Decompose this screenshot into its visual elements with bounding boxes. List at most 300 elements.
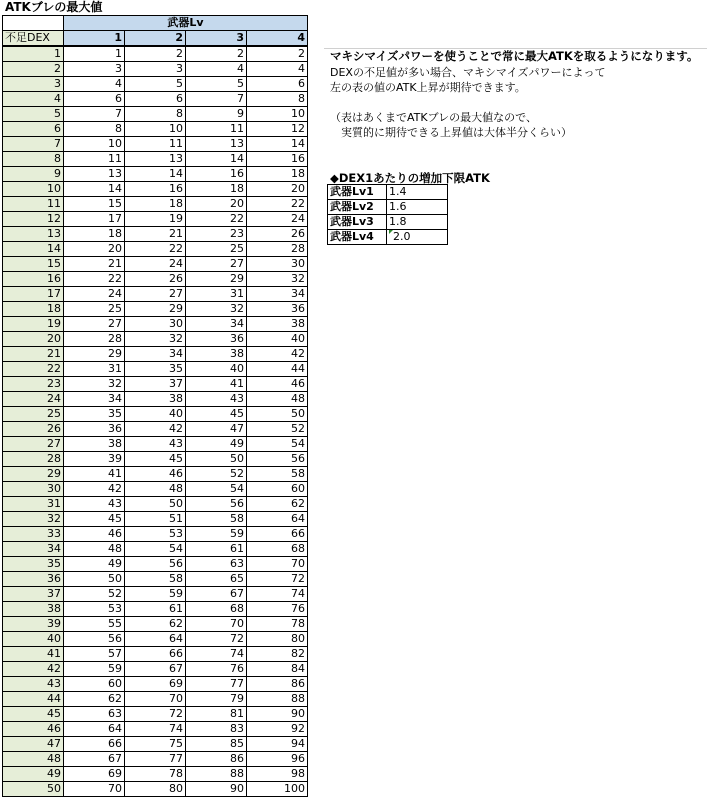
- atk-value-cell[interactable]: 32: [64, 377, 125, 392]
- atk-value-cell[interactable]: 20: [64, 242, 125, 257]
- atk-value-cell[interactable]: 74: [186, 647, 247, 662]
- atk-value-cell[interactable]: 50: [64, 572, 125, 587]
- atk-value-cell[interactable]: 48: [64, 542, 125, 557]
- atk-value-cell[interactable]: 36: [247, 302, 308, 317]
- atk-value-cell[interactable]: 13: [125, 152, 186, 167]
- dex-shortfall-cell[interactable]: 8: [3, 152, 64, 167]
- atk-value-cell[interactable]: 14: [64, 182, 125, 197]
- atk-value-cell[interactable]: 34: [64, 392, 125, 407]
- dex-shortfall-cell[interactable]: 42: [3, 662, 64, 677]
- table-row: [3, 242, 308, 257]
- dex-shortfall-cell[interactable]: 47: [3, 737, 64, 752]
- atk-value-cell[interactable]: 2: [247, 46, 308, 62]
- atk-value-cell[interactable]: 50: [186, 452, 247, 467]
- atk-value-cell[interactable]: 18: [64, 227, 125, 242]
- atk-value-cell[interactable]: 35: [64, 407, 125, 422]
- increase-label[interactable]: 武器Lv2: [328, 200, 387, 215]
- atk-value-cell[interactable]: 11: [64, 152, 125, 167]
- dex-shortfall-cell[interactable]: 2: [3, 62, 64, 77]
- table-row: [3, 752, 308, 767]
- atk-value-cell[interactable]: 42: [64, 482, 125, 497]
- dex-shortfall-cell[interactable]: 14: [3, 242, 64, 257]
- atk-value-cell[interactable]: 43: [64, 497, 125, 512]
- dex-shortfall-cell[interactable]: 48: [3, 752, 64, 767]
- atk-value-cell[interactable]: 31: [186, 287, 247, 302]
- atk-value-cell[interactable]: 4: [64, 77, 125, 92]
- atk-value-cell[interactable]: 57: [64, 647, 125, 662]
- atk-value-cell[interactable]: 72: [125, 707, 186, 722]
- atk-value-cell[interactable]: 78: [247, 617, 308, 632]
- atk-value-cell[interactable]: 82: [247, 647, 308, 662]
- atk-value-cell[interactable]: 70: [125, 692, 186, 707]
- dex-shortfall-cell[interactable]: 45: [3, 707, 64, 722]
- atk-value-cell[interactable]: 42: [247, 347, 308, 362]
- table-row: [3, 302, 308, 317]
- atk-value-cell[interactable]: 24: [247, 212, 308, 227]
- atk-value-cell[interactable]: 32: [247, 272, 308, 287]
- atk-value-cell[interactable]: 68: [186, 602, 247, 617]
- dex-shortfall-cell[interactable]: 38: [3, 602, 64, 617]
- atk-value-cell[interactable]: 45: [64, 512, 125, 527]
- atk-value-cell[interactable]: 51: [125, 512, 186, 527]
- atk-value-cell[interactable]: 94: [247, 737, 308, 752]
- atk-value-cell[interactable]: 40: [125, 407, 186, 422]
- atk-value-cell[interactable]: 46: [247, 377, 308, 392]
- atk-value-cell[interactable]: 16: [125, 182, 186, 197]
- atk-value-cell[interactable]: 14: [186, 152, 247, 167]
- atk-value-cell[interactable]: 38: [247, 317, 308, 332]
- atk-value-cell[interactable]: 72: [186, 632, 247, 647]
- atk-value-cell[interactable]: 56: [64, 632, 125, 647]
- dex-shortfall-cell[interactable]: 23: [3, 377, 64, 392]
- atk-value-cell[interactable]: 15: [64, 197, 125, 212]
- dex-shortfall-cell[interactable]: 34: [3, 542, 64, 557]
- atk-value-cell[interactable]: 43: [125, 437, 186, 452]
- table-row: [3, 632, 308, 647]
- increase-label[interactable]: 武器Lv4: [328, 230, 387, 245]
- dex-shortfall-cell[interactable]: 43: [3, 677, 64, 692]
- atk-value-cell[interactable]: 22: [125, 242, 186, 257]
- atk-value-cell[interactable]: 40: [247, 332, 308, 347]
- atk-value-cell[interactable]: 20: [186, 197, 247, 212]
- dex-shortfall-cell[interactable]: 3: [3, 77, 64, 92]
- dex-shortfall-cell[interactable]: 30: [3, 482, 64, 497]
- dex-shortfall-cell[interactable]: 16: [3, 272, 64, 287]
- level-header-3[interactable]: 3: [186, 31, 247, 47]
- atk-value-cell[interactable]: 62: [247, 497, 308, 512]
- dex-shortfall-cell[interactable]: 35: [3, 557, 64, 572]
- atk-value-cell[interactable]: 30: [125, 317, 186, 332]
- atk-value-cell[interactable]: 25: [186, 242, 247, 257]
- dex-shortfall-cell[interactable]: 46: [3, 722, 64, 737]
- atk-value-cell[interactable]: 19: [125, 212, 186, 227]
- level-header-4[interactable]: 4: [247, 31, 308, 47]
- atk-value-cell[interactable]: 59: [125, 587, 186, 602]
- atk-value-cell[interactable]: 52: [64, 587, 125, 602]
- atk-value-cell[interactable]: 13: [186, 137, 247, 152]
- atk-value-cell[interactable]: 88: [247, 692, 308, 707]
- atk-value-cell[interactable]: 100: [247, 782, 308, 797]
- increase-label[interactable]: 武器Lv1: [328, 185, 387, 200]
- atk-value-cell[interactable]: 22: [247, 197, 308, 212]
- atk-value-cell[interactable]: 12: [247, 122, 308, 137]
- table-row: [3, 317, 308, 332]
- increase-value[interactable]: 1.4: [387, 185, 448, 200]
- atk-value-cell[interactable]: 4: [247, 62, 308, 77]
- level-header-1[interactable]: 1: [64, 31, 125, 47]
- table-row: [3, 62, 308, 77]
- dex-shortfall-cell[interactable]: 39: [3, 617, 64, 632]
- atk-value-cell[interactable]: 58: [125, 572, 186, 587]
- increase-row: [328, 215, 448, 230]
- atk-value-cell[interactable]: 49: [64, 557, 125, 572]
- atk-value-cell[interactable]: 8: [247, 92, 308, 107]
- atk-value-cell[interactable]: 61: [125, 602, 186, 617]
- atk-value-cell[interactable]: 43: [186, 392, 247, 407]
- atk-value-cell[interactable]: 64: [125, 632, 186, 647]
- atk-value-cell[interactable]: 5: [125, 77, 186, 92]
- dex-shortfall-cell[interactable]: 20: [3, 332, 64, 347]
- atk-value-cell[interactable]: 59: [64, 662, 125, 677]
- atk-value-cell[interactable]: 79: [186, 692, 247, 707]
- level-header-2[interactable]: 2: [125, 31, 186, 47]
- atk-value-cell[interactable]: 58: [247, 467, 308, 482]
- atk-value-cell[interactable]: 46: [125, 467, 186, 482]
- table-row: [3, 212, 308, 227]
- dex-shortfall-cell[interactable]: 32: [3, 512, 64, 527]
- table-row: [3, 197, 308, 212]
- atk-value-cell[interactable]: 78: [125, 767, 186, 782]
- atk-value-cell[interactable]: 8: [125, 107, 186, 122]
- dex-shortfall-cell[interactable]: 31: [3, 497, 64, 512]
- atk-value-cell[interactable]: 80: [125, 782, 186, 797]
- table-row: [3, 347, 308, 362]
- atk-value-cell[interactable]: 53: [125, 527, 186, 542]
- atk-value-cell[interactable]: 18: [186, 182, 247, 197]
- atk-value-cell[interactable]: 38: [125, 392, 186, 407]
- atk-value-cell[interactable]: 65: [186, 572, 247, 587]
- atk-value-cell[interactable]: 77: [186, 677, 247, 692]
- table-row: [3, 497, 308, 512]
- atk-value-cell[interactable]: 54: [247, 437, 308, 452]
- atk-value-cell[interactable]: 14: [247, 137, 308, 152]
- increase-title: ◆DEX1あたりの増加下限ATK: [330, 171, 490, 185]
- atk-value-cell[interactable]: 42: [125, 422, 186, 437]
- atk-value-cell[interactable]: 48: [247, 392, 308, 407]
- atk-value-cell[interactable]: 41: [186, 377, 247, 392]
- atk-value-cell[interactable]: 29: [186, 272, 247, 287]
- atk-value-cell[interactable]: 4: [186, 62, 247, 77]
- atk-value-cell[interactable]: 34: [125, 347, 186, 362]
- atk-value-cell[interactable]: 81: [186, 707, 247, 722]
- dex-shortfall-cell[interactable]: 7: [3, 137, 64, 152]
- atk-value-cell[interactable]: 86: [247, 677, 308, 692]
- atk-value-cell[interactable]: 11: [125, 137, 186, 152]
- atk-value-cell[interactable]: 58: [186, 512, 247, 527]
- atk-value-cell[interactable]: 3: [125, 62, 186, 77]
- atk-value-cell[interactable]: 76: [247, 602, 308, 617]
- atk-value-cell[interactable]: 32: [186, 302, 247, 317]
- atk-value-cell[interactable]: 26: [125, 272, 186, 287]
- table-row: [3, 587, 308, 602]
- dex-shortfall-cell[interactable]: 28: [3, 452, 64, 467]
- atk-value-cell[interactable]: 60: [247, 482, 308, 497]
- atk-value-cell[interactable]: 24: [125, 257, 186, 272]
- atk-value-cell[interactable]: 56: [247, 452, 308, 467]
- atk-value-cell[interactable]: 9: [186, 107, 247, 122]
- atk-value-cell[interactable]: 66: [247, 527, 308, 542]
- table-row: [3, 407, 308, 422]
- dex-shortfall-cell[interactable]: 9: [3, 167, 64, 182]
- atk-value-cell[interactable]: 44: [247, 362, 308, 377]
- atk-value-cell[interactable]: 60: [64, 677, 125, 692]
- table-row: [3, 46, 308, 62]
- atk-value-cell[interactable]: 86: [186, 752, 247, 767]
- dex-shortfall-cell[interactable]: 22: [3, 362, 64, 377]
- atk-value-cell[interactable]: 90: [186, 782, 247, 797]
- atk-value-cell[interactable]: 62: [64, 692, 125, 707]
- atk-value-cell[interactable]: 28: [247, 242, 308, 257]
- atk-value-cell[interactable]: 3: [64, 62, 125, 77]
- atk-value-cell[interactable]: 2: [186, 46, 247, 62]
- table-row: [3, 572, 308, 587]
- atk-value-cell[interactable]: 59: [186, 527, 247, 542]
- dex-shortfall-cell[interactable]: 40: [3, 632, 64, 647]
- dex-shortfall-cell[interactable]: 36: [3, 572, 64, 587]
- table-row: [3, 692, 308, 707]
- weapon-lv-group-header[interactable]: 武器Lv: [64, 16, 308, 31]
- atk-value-cell[interactable]: 29: [64, 347, 125, 362]
- atk-value-cell[interactable]: 62: [125, 617, 186, 632]
- dex-shortfall-cell[interactable]: 13: [3, 227, 64, 242]
- dex-shortfall-header[interactable]: 不足DEX: [3, 31, 64, 47]
- atk-value-cell[interactable]: 76: [186, 662, 247, 677]
- atk-value-cell[interactable]: 38: [186, 347, 247, 362]
- table-row: [3, 722, 308, 737]
- atk-value-cell[interactable]: 10: [247, 107, 308, 122]
- atk-value-cell[interactable]: 63: [64, 707, 125, 722]
- atk-value-cell[interactable]: 69: [64, 767, 125, 782]
- atk-value-cell[interactable]: 92: [247, 722, 308, 737]
- table-row: [3, 647, 308, 662]
- atk-value-cell[interactable]: 6: [125, 92, 186, 107]
- atk-value-cell[interactable]: 22: [186, 212, 247, 227]
- atk-value-cell[interactable]: 39: [64, 452, 125, 467]
- atk-value-cell[interactable]: 50: [247, 407, 308, 422]
- atk-value-cell[interactable]: 16: [186, 167, 247, 182]
- atk-value-cell[interactable]: 70: [64, 782, 125, 797]
- dex-shortfall-cell[interactable]: 24: [3, 392, 64, 407]
- dex-shortfall-cell[interactable]: 6: [3, 122, 64, 137]
- atk-value-cell[interactable]: 48: [125, 482, 186, 497]
- atk-value-cell[interactable]: 27: [125, 287, 186, 302]
- table-row: [3, 392, 308, 407]
- increase-value[interactable]: 1.8: [387, 215, 448, 230]
- atk-value-cell[interactable]: 22: [64, 272, 125, 287]
- atk-value-cell[interactable]: 96: [247, 752, 308, 767]
- dex-shortfall-cell[interactable]: 27: [3, 437, 64, 452]
- atk-value-cell[interactable]: 66: [125, 647, 186, 662]
- atk-value-cell[interactable]: 45: [125, 452, 186, 467]
- dex-shortfall-cell[interactable]: 29: [3, 467, 64, 482]
- atk-value-cell[interactable]: 52: [247, 422, 308, 437]
- atk-value-cell[interactable]: 36: [64, 422, 125, 437]
- atk-value-cell[interactable]: 50: [125, 497, 186, 512]
- atk-value-cell[interactable]: 34: [247, 287, 308, 302]
- atk-value-cell[interactable]: 27: [64, 317, 125, 332]
- dex-shortfall-cell[interactable]: 1: [3, 46, 64, 62]
- note-line-4: 実質的に期待できる上昇値は大体半分くらい）: [330, 126, 572, 139]
- atk-value-cell[interactable]: 53: [64, 602, 125, 617]
- atk-value-cell[interactable]: 64: [247, 512, 308, 527]
- atk-value-cell[interactable]: 52: [186, 467, 247, 482]
- atk-value-cell[interactable]: 28: [64, 332, 125, 347]
- dex-shortfall-cell[interactable]: 4: [3, 92, 64, 107]
- atk-value-cell[interactable]: 41: [64, 467, 125, 482]
- table-row: [3, 287, 308, 302]
- dex-shortfall-cell[interactable]: 15: [3, 257, 64, 272]
- atk-value-cell[interactable]: 69: [125, 677, 186, 692]
- dex-shortfall-cell[interactable]: 26: [3, 422, 64, 437]
- atk-value-cell[interactable]: 16: [247, 152, 308, 167]
- dex-shortfall-cell[interactable]: 49: [3, 767, 64, 782]
- atk-value-cell[interactable]: 7: [186, 92, 247, 107]
- atk-value-cell[interactable]: 66: [64, 737, 125, 752]
- atk-value-cell[interactable]: 34: [186, 317, 247, 332]
- increase-value[interactable]: [387, 230, 448, 245]
- atk-value-cell[interactable]: 2: [125, 46, 186, 62]
- table-row: [3, 377, 308, 392]
- atk-value-cell[interactable]: 37: [125, 377, 186, 392]
- dex-shortfall-cell[interactable]: 50: [3, 782, 64, 797]
- dex-shortfall-cell[interactable]: 44: [3, 692, 64, 707]
- table-row: [3, 137, 308, 152]
- dex-shortfall-cell[interactable]: 19: [3, 317, 64, 332]
- atk-value-cell[interactable]: 45: [186, 407, 247, 422]
- table-row: [3, 482, 308, 497]
- atk-value-cell[interactable]: 84: [247, 662, 308, 677]
- atk-value-cell[interactable]: 6: [247, 77, 308, 92]
- atk-value-cell[interactable]: 25: [64, 302, 125, 317]
- atk-value-cell[interactable]: 55: [64, 617, 125, 632]
- dex-shortfall-cell[interactable]: 37: [3, 587, 64, 602]
- atk-value-cell[interactable]: 21: [125, 227, 186, 242]
- atk-value-cell[interactable]: 46: [64, 527, 125, 542]
- atk-value-cell[interactable]: 30: [247, 257, 308, 272]
- sheet-title: ATKブレの最大値: [5, 0, 103, 14]
- atk-value-cell[interactable]: 24: [64, 287, 125, 302]
- table-row: [3, 467, 308, 482]
- atk-value-cell[interactable]: 74: [247, 587, 308, 602]
- atk-value-cell[interactable]: 98: [247, 767, 308, 782]
- atk-value-cell[interactable]: 56: [125, 557, 186, 572]
- atk-value-cell[interactable]: 32: [125, 332, 186, 347]
- atk-value-cell[interactable]: 38: [64, 437, 125, 452]
- increase-label[interactable]: 武器Lv3: [328, 215, 387, 230]
- dex-shortfall-cell[interactable]: 18: [3, 302, 64, 317]
- table-row: [3, 437, 308, 452]
- atk-value-cell[interactable]: 1: [64, 46, 125, 62]
- dex-shortfall-cell[interactable]: 10: [3, 182, 64, 197]
- dex-shortfall-cell[interactable]: 5: [3, 107, 64, 122]
- atk-value-cell[interactable]: 10: [64, 137, 125, 152]
- atk-value-cell[interactable]: 17: [64, 212, 125, 227]
- atk-value-cell[interactable]: 64: [64, 722, 125, 737]
- atk-value-cell[interactable]: 29: [125, 302, 186, 317]
- atk-value-cell[interactable]: 70: [247, 557, 308, 572]
- atk-value-cell[interactable]: 11: [186, 122, 247, 137]
- header-corner-cell[interactable]: [3, 16, 64, 31]
- atk-value-cell[interactable]: 13: [64, 167, 125, 182]
- increase-table: [327, 184, 448, 245]
- atk-value-cell[interactable]: 77: [125, 752, 186, 767]
- atk-value-cell[interactable]: 68: [247, 542, 308, 557]
- atk-value-cell[interactable]: 75: [125, 737, 186, 752]
- table-row: [3, 167, 308, 182]
- table-row: [3, 257, 308, 272]
- atk-value-cell[interactable]: 47: [186, 422, 247, 437]
- atk-value-cell[interactable]: 88: [186, 767, 247, 782]
- table-row: [3, 107, 308, 122]
- atk-value-cell[interactable]: 23: [186, 227, 247, 242]
- atk-value-cell[interactable]: 8: [64, 122, 125, 137]
- atk-value-cell[interactable]: 18: [247, 167, 308, 182]
- dex-shortfall-cell[interactable]: 17: [3, 287, 64, 302]
- atk-value-cell[interactable]: 26: [247, 227, 308, 242]
- atk-value-cell[interactable]: 54: [186, 482, 247, 497]
- dex-shortfall-cell[interactable]: 11: [3, 197, 64, 212]
- note-line-1: DEXの不足値が多い場合、マキシマイズパワーによって: [330, 66, 606, 79]
- atk-value-cell[interactable]: 31: [64, 362, 125, 377]
- dex-shortfall-cell[interactable]: 12: [3, 212, 64, 227]
- atk-value-cell[interactable]: 14: [125, 167, 186, 182]
- atk-value-cell[interactable]: 72: [247, 572, 308, 587]
- atk-value-cell[interactable]: 7: [64, 107, 125, 122]
- atk-value-cell[interactable]: 5: [186, 77, 247, 92]
- atk-value-cell[interactable]: 36: [186, 332, 247, 347]
- atk-value-cell[interactable]: 20: [247, 182, 308, 197]
- atk-value-cell[interactable]: 56: [186, 497, 247, 512]
- atk-value-cell[interactable]: 67: [125, 662, 186, 677]
- atk-value-cell[interactable]: 90: [247, 707, 308, 722]
- atk-value-cell[interactable]: 74: [125, 722, 186, 737]
- dex-shortfall-cell[interactable]: 25: [3, 407, 64, 422]
- atk-value-cell[interactable]: 10: [125, 122, 186, 137]
- atk-value-cell[interactable]: 6: [64, 92, 125, 107]
- atk-value-cell[interactable]: 63: [186, 557, 247, 572]
- atk-value-cell[interactable]: 27: [186, 257, 247, 272]
- atk-max-table: [2, 15, 308, 797]
- dex-shortfall-cell[interactable]: 21: [3, 347, 64, 362]
- atk-value-cell[interactable]: 54: [125, 542, 186, 557]
- atk-value-cell[interactable]: 80: [247, 632, 308, 647]
- dex-shortfall-cell[interactable]: 41: [3, 647, 64, 662]
- atk-value-cell[interactable]: 40: [186, 362, 247, 377]
- atk-value-cell[interactable]: 49: [186, 437, 247, 452]
- atk-value-cell[interactable]: 61: [186, 542, 247, 557]
- atk-value-cell[interactable]: 85: [186, 737, 247, 752]
- atk-value-cell[interactable]: 18: [125, 197, 186, 212]
- atk-value-cell[interactable]: 67: [186, 587, 247, 602]
- increase-value[interactable]: 1.6: [387, 200, 448, 215]
- note-headline: マキシマイズパワーを使うことで常に最大ATKを取るようになります。: [330, 49, 699, 63]
- atk-value-cell[interactable]: 83: [186, 722, 247, 737]
- atk-value-cell[interactable]: 21: [64, 257, 125, 272]
- dex-shortfall-cell[interactable]: 33: [3, 527, 64, 542]
- atk-value-cell[interactable]: 35: [125, 362, 186, 377]
- atk-value-cell[interactable]: 67: [64, 752, 125, 767]
- atk-value-cell[interactable]: 70: [186, 617, 247, 632]
